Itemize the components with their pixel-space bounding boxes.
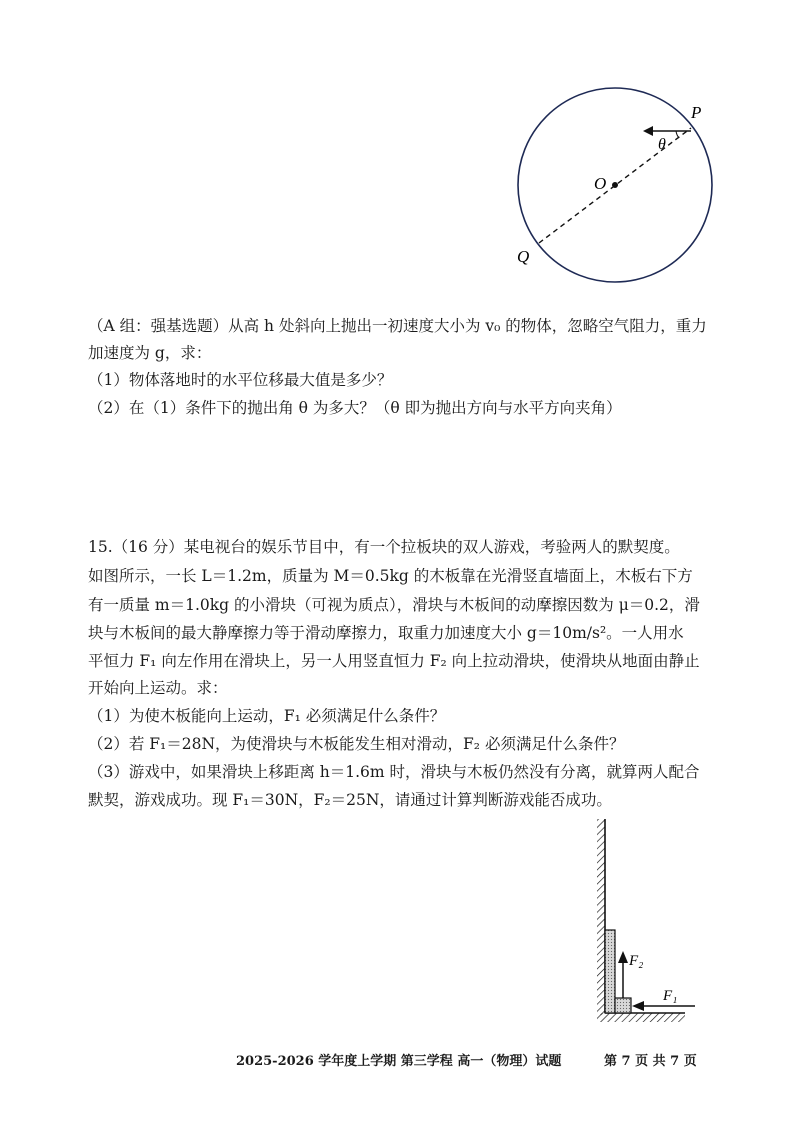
q15-line6: 开始向上运动。求： xyxy=(88,679,228,697)
circle-diagram xyxy=(505,85,730,295)
q15-line3: 有一质量 m＝1.0kg 的小滑块（可视为质点），滑块与木板间的动摩擦因数为 μ＝0.2，滑 xyxy=(88,596,700,614)
q14-line2: 加速度为 g，求： xyxy=(88,344,212,362)
small-block xyxy=(615,998,631,1013)
label-O: O xyxy=(594,174,607,193)
label-F2: F₂ xyxy=(629,953,644,969)
label-P: P xyxy=(691,103,702,122)
ground-hatch xyxy=(597,1013,685,1022)
q15-line2: 如图所示，一长 L＝1.2m，质量为 M＝0.5kg 的木板靠在光滑竖直墙面上，木板右下方 xyxy=(88,567,693,585)
q14-sub2: （2）在（1）条件下的抛出角 θ 为多大？（θ 即为抛出方向与水平方向夹角） xyxy=(88,399,622,417)
board-block-diagram xyxy=(595,815,700,1030)
q14-sub1: （1）物体落地时的水平位移最大值是多少？ xyxy=(88,371,393,389)
q15-sub2: （2）若 F₁＝28N，为使滑块与木板能发生相对滑动，F₂ 必须满足什么条件？ xyxy=(88,735,625,753)
footer-page-info: 第 7 页 共 7 页 xyxy=(604,1054,697,1069)
force-F1-arrowhead xyxy=(632,1001,644,1011)
label-Q: Q xyxy=(517,247,530,266)
q14-line1: （A 组：强基选题）从高 h 处斜向上抛出一初速度大小为 v₀ 的物体，忽略空气阻力，重力 xyxy=(88,317,707,335)
footer-exam-title: 2025-2026 学年度上学期 第三学程 高一（物理）试题 xyxy=(236,1054,562,1069)
q15-line5: 平恒力 F₁ 向左作用在滑块上，另一人用竖直恒力 F₂ 向上拉动滑块，使滑块从地面由静止 xyxy=(88,652,700,670)
q15-sub3a: （3）游戏中，如果滑块上移距离 h＝1.6m 时，滑块与木板仍然没有分离，就算两人配合 xyxy=(88,763,700,781)
center-point xyxy=(612,182,618,188)
q15-line1: 15.（16 分）某电视台的娱乐节目中，有一个拉板块的双人游戏，考验两人的默契度。 xyxy=(88,538,680,556)
wall-hatch xyxy=(597,819,605,1015)
label-F1: F₁ xyxy=(663,988,678,1004)
velocity-arrowhead xyxy=(643,126,653,136)
wooden-board xyxy=(605,930,615,1013)
theta-arc xyxy=(676,131,679,138)
q15-line4: 块与木板间的最大静摩擦力等于滑动摩擦力，取重力加速度大小 g＝10m/s²。一人用水 xyxy=(88,624,684,642)
q15-sub3b: 默契，游戏成功。现 F₁＝30N，F₂＝25N，请通过计算判断游戏能否成功。 xyxy=(88,791,612,809)
label-theta: θ xyxy=(658,136,666,153)
force-F2-arrowhead xyxy=(618,951,628,963)
q15-sub1: （1）为使木板能向上运动，F₁ 必须满足什么条件？ xyxy=(88,707,446,725)
